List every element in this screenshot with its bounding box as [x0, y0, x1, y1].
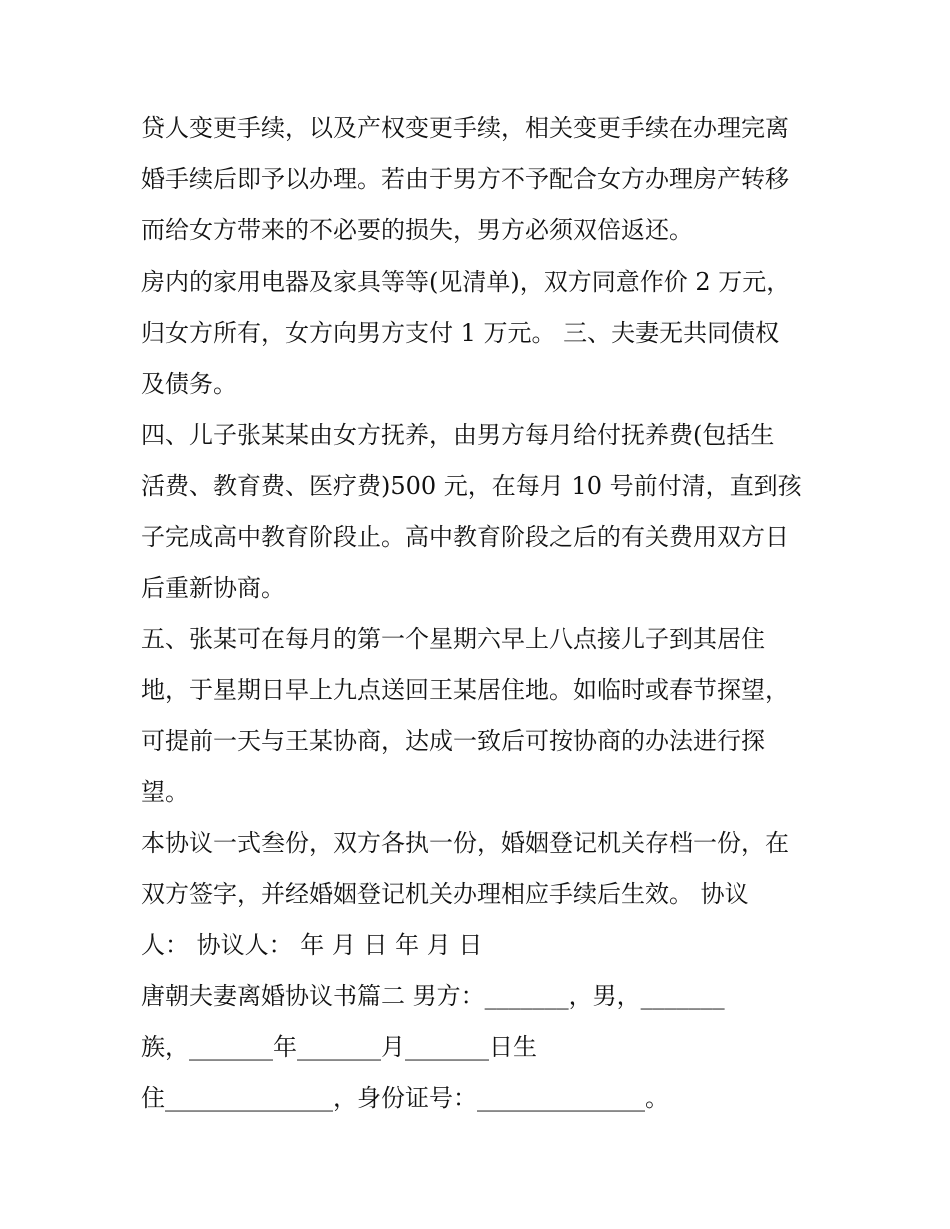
text-line: 而给女方带来的不必要的损失，男方必须双倍返还。	[141, 216, 693, 244]
text-line: 及债务。	[141, 370, 237, 398]
text-line: 子完成高中教育阶段止。高中教育阶段之后的有关费用双方日	[141, 523, 789, 551]
text-line: 族，_______年_______月_______日生	[141, 1033, 537, 1061]
text-line: 贷人变更手续，以及产权变更手续，相关变更手续在办理完离	[141, 114, 789, 142]
text-line: 活费、教育费、医疗费)500 元，在每月 10 号前付清，直到孩	[141, 472, 802, 500]
text-line: 婚手续后即予以办理。若由于男方不予配合女方办理房产转移	[141, 165, 789, 193]
text-line: 房内的家用电器及家具等等(见清单)，双方同意作价 2 万元，	[141, 268, 791, 296]
text-line: 可提前一天与王某协商，达成一致后可按协商的办法进行探	[141, 727, 765, 755]
text-line: 地，于星期日早上九点送回王某居住地。如临时或春节探望，	[141, 676, 789, 704]
text-line: 五、张某可在每月的第一个星期六早上八点接儿子到其居住	[141, 625, 765, 653]
text-line: 住______________，身份证号：______________。	[141, 1084, 669, 1112]
text-line: 归女方所有，女方向男方支付 1 万元。 三、夫妻无共同债权	[141, 319, 780, 347]
text-line: 唐朝夫妻离婚协议书篇二 男方：_______，男，_______	[141, 982, 725, 1010]
text-line: 望。	[141, 778, 189, 806]
text-line: 双方签字，并经婚姻登记机关办理相应手续后生效。 协议	[141, 880, 749, 908]
text-line: 后重新协商。	[141, 574, 285, 602]
text-line: 本协议一式叁份，双方各执一份，婚姻登记机关存档一份，在	[141, 829, 789, 857]
text-line: 人： 协议人： 年 月 日 年 月 日	[141, 931, 483, 959]
text-line: 四、儿子张某某由女方抚养，由男方每月给付抚养费(包括生	[141, 421, 775, 449]
